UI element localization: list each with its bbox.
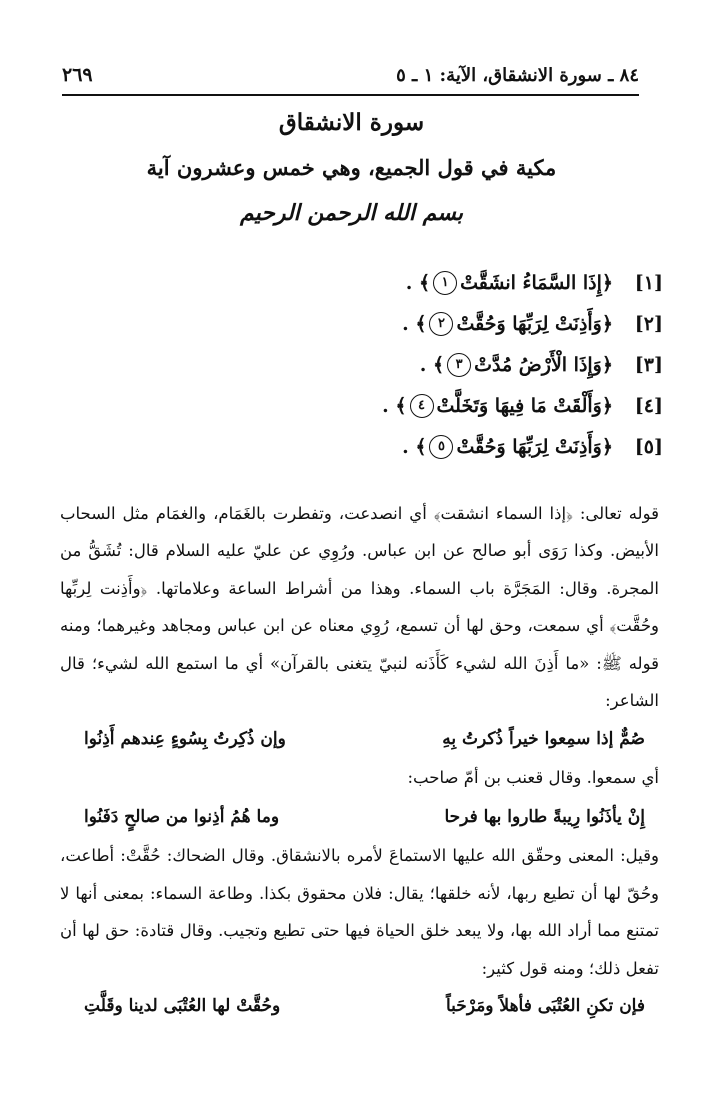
commentary <box>60 495 659 1027</box>
commentary-paragraph: قوله تعالى: ﴿إذا السماء انشقت﴾ أي انصدعت، وتفطرت بالغَمَام، والغمَام مثل السحاب الأبيض. وكذا رَوَى أبو صالح عن ابن عباس. ورُوِي عن عليّ عليه السلام قال: تُشَقُّ من المجرة. وقال: المَجَرَّة باب السماء. وهذا من أشراط الساعة وعلاماتها. ﴿وأَذِنت لِربِّها وحُقَّت﴾ أي سمعت، وحق لها أن تسمع، رُوِي معناه عن ابن عباس ومجاهد وغيرهما؛ ومنه قوله ﷺ: «ما أَذِنَ الله لشيء كَأَذَنه لنبيّ يتغنى بالقرآن» أي ما استمع الله لشيء؛ قال الشاعر: <box>60 504 659 711</box>
header-rule <box>62 94 639 96</box>
poem-verse <box>60 797 659 837</box>
verse-list <box>100 262 663 467</box>
verse-2 <box>100 303 663 344</box>
verse-end-marker: ٤ <box>410 394 434 418</box>
poem-second-hemistich: وما هُمُ أذِنوا من صالحٍ دَفَنُوا <box>84 806 280 827</box>
running-head: ٨٤ ـ سورة الانشقاق، الآية: ١ ـ ٥ <box>396 64 639 86</box>
commentary-line: أي سمعوا. وقال قعنب بن أمّ صاحب: <box>407 768 659 788</box>
basmala: بسم الله الرحمن الرحيم <box>239 200 464 226</box>
verse-text: ﴿وَأَذِنَتْ لِرَبِّهَا وَحُقَّتْ <box>456 435 613 458</box>
verse-text: ﴿وَأَذِنَتْ لِرَبِّهَا وَحُقَّتْ <box>456 312 613 335</box>
poem-second-hemistich: وإن ذُكِرتُ بِسُوءٍ عِندهم أَذِنُوا <box>84 728 286 749</box>
verse-close: ﴾ . <box>402 435 427 458</box>
surah-title: سورة الانشقاق <box>278 109 425 136</box>
poem-verse <box>60 719 659 759</box>
verse-number: [٤] <box>634 394 663 417</box>
verse-1 <box>100 262 663 303</box>
poem-first-hemistich: إِنْ يأذَنُوا رِيبةً طاروا بها فرحا <box>444 806 645 827</box>
poem-second-hemistich: وحُقَّتْ لها العُتْبَى لدينا وقَلَّتِ <box>84 996 281 1017</box>
page-header <box>62 58 639 92</box>
poem-verse <box>60 987 659 1027</box>
verse-close: ﴾ . <box>405 271 431 294</box>
verse-end-marker: ١ <box>433 271 457 295</box>
verse-3 <box>100 344 663 385</box>
verse-close: ﴾ . <box>419 353 445 376</box>
verse-text: ﴿وَإِذَا الْأَرْضُ مُدَّتْ <box>474 353 613 376</box>
page-number: ٢٦٩ <box>62 64 93 86</box>
verse-number: [٣] <box>634 353 663 376</box>
verse-close: ﴾ . <box>402 312 427 335</box>
verse-5 <box>100 426 663 467</box>
verse-end-marker: ٣ <box>447 353 471 377</box>
verse-number: [١] <box>634 271 663 294</box>
verse-close: ﴾ . <box>382 394 407 417</box>
commentary-paragraph: وقيل: المعنى وحقّق الله عليها الاستماعَ لأمره بالانشقاق. وقال الضحاك: حُقَّتْ: أطاعت، وحُقّ لها أن تطيع ربها، لأنه خلقها؛ يقال: فلان محقوق بكذا. وطاعة السماء: بمعنى أنها لا تمتنع مما أراد الله بها، ولا يبعد خلق الحياة فيها حتى تطيع وتجيب. وقال قتادة: حق لها أن تفعل ذلك؛ ومنه قول كثير: <box>60 846 659 978</box>
verse-number: [٥] <box>634 435 663 458</box>
verse-text: ﴿إِذَا السَّمَاءُ انشَقَّتْ <box>460 271 613 294</box>
verse-text: ﴿وَأَلْقَتْ مَا فِيهَا وَتَخَلَّتْ <box>436 394 613 417</box>
verse-number: [٢] <box>634 312 663 335</box>
poem-first-hemistich: فإن تكنِ العُتْبَى فأهلاً ومَرْحَباً <box>446 996 645 1017</box>
verse-end-marker: ٢ <box>429 312 453 336</box>
surah-subtitle: مكية في قول الجميع، وهي خمس وعشرون آية <box>146 155 557 180</box>
verse-4 <box>100 385 663 426</box>
verse-end-marker: ٥ <box>429 435 453 459</box>
poem-first-hemistich: صُمٌّ إذا سمِعوا خيراً ذُكرتُ بِهِ <box>442 728 645 749</box>
